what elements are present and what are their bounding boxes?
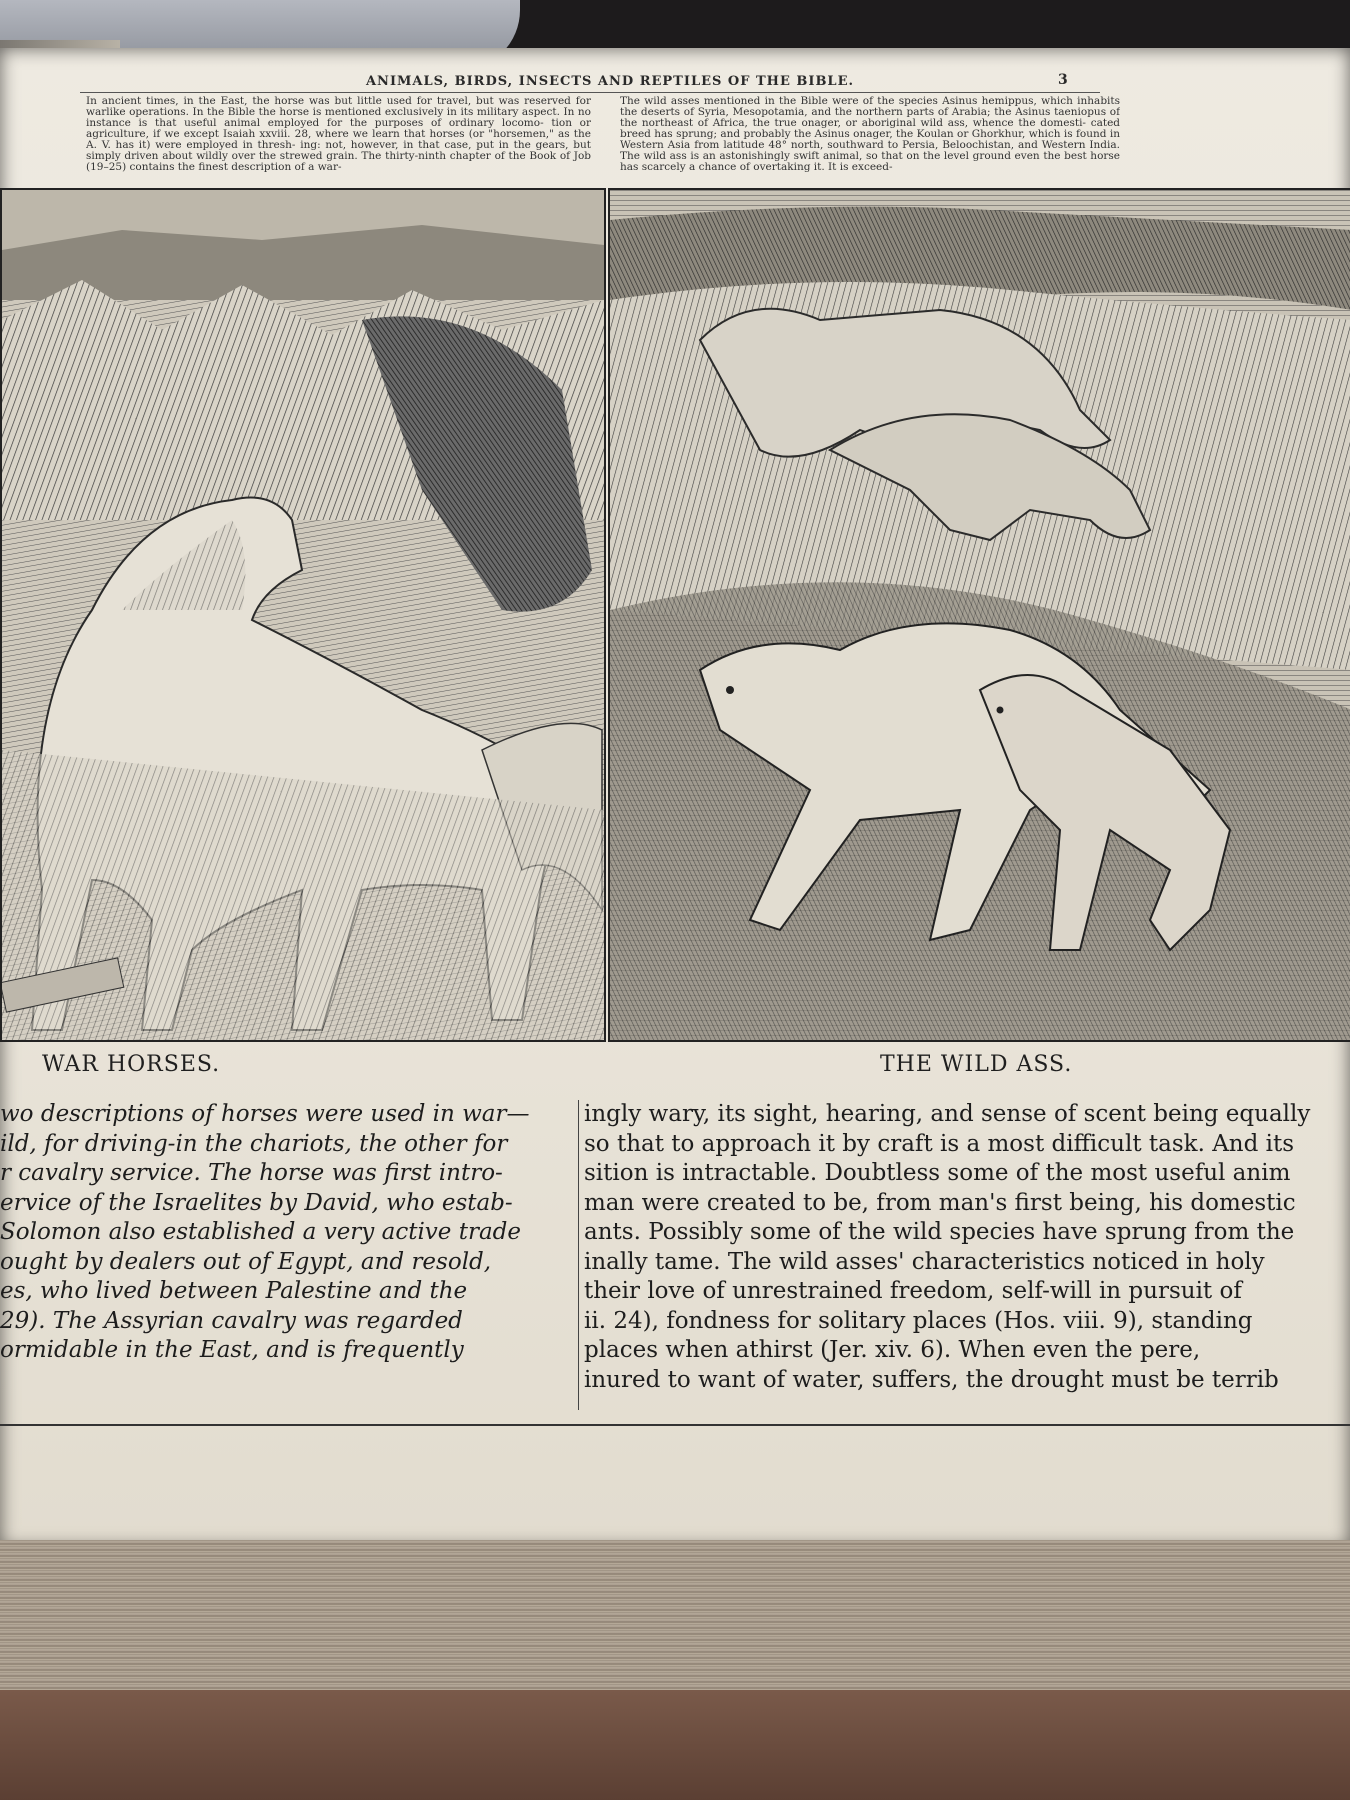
text-line: ervice of the Israelites by David, who estab- xyxy=(0,1189,513,1216)
text-line: 29). The Assyrian cavalry was regarded xyxy=(0,1307,463,1334)
war-horses-illustration xyxy=(0,188,606,1042)
text-line: ass is an astonishingly swift animal, so that on the level ground even xyxy=(669,150,1040,162)
text-line: ingly wary, its sight, hearing, and sense of scent being equally xyxy=(584,1101,1311,1127)
bottom-rule xyxy=(0,1424,1350,1426)
text-line: cated breed has sprung; and probably the Asinus onager, the Koulan xyxy=(620,117,1120,140)
text-line: In ancient times, in the East, the horse was but little used for xyxy=(86,96,432,107)
text-line: ants. Possibly some of the wild species have sprung from the xyxy=(584,1219,1295,1245)
text-line: tion or agriculture, if we except Isaiah xxviii. 28, where we learn that xyxy=(86,117,591,140)
text-line: northern parts of Arabia; the Asinus taeniopus of the northeast of xyxy=(620,106,1120,129)
caption-war-horses: WAR HORSES. xyxy=(42,1052,221,1077)
text-line: is that useful animal employed for the purposes of ordinary locomo- xyxy=(138,117,544,129)
text-line: wo descriptions of horses were used in war— xyxy=(0,1101,530,1127)
text-line: southward to Persia, Beloochistan, and Western India. The wild xyxy=(620,139,1120,162)
text-line: ild, for driving-in the chariots, the other for xyxy=(0,1130,508,1157)
wild-ass-engraving xyxy=(610,190,1350,1040)
text-line: es, who lived between Palestine and the xyxy=(0,1278,468,1304)
text-line: horses (or "horsemen," as the A. V. has it) were employed in thresh- xyxy=(86,128,591,151)
text-line: of the Book of Job (19–25) contains the finest description of a war- xyxy=(86,150,591,173)
text-line: r cavalry service. The horse was first intro- xyxy=(0,1160,503,1186)
text-line: man were created to be, from man's first being, his domestic xyxy=(584,1189,1296,1216)
text-line: ought by dealers out of Egypt, and resold, xyxy=(0,1248,492,1275)
page-edges xyxy=(0,1540,1350,1690)
wild-ass-illustration xyxy=(608,188,1350,1042)
text-line: ii. 24), fondness for solitary places (Hos. viii. 9), standing xyxy=(584,1307,1253,1334)
text-line: inally tame. The wild asses' characteristics noticed in holy xyxy=(584,1248,1265,1275)
text-line: so that to approach it by craft is a most difficult task. And its xyxy=(584,1130,1295,1157)
text-line: ing: not, however, in that case, put in the gears, but simply driven xyxy=(86,139,591,162)
caption-wild-ass: THE WILD ASS. xyxy=(880,1052,1073,1077)
text-line: The wild asses mentioned in the Bible were of the species Asinus xyxy=(620,96,978,107)
body-text-left xyxy=(0,1100,575,1366)
war-horses-engraving xyxy=(2,190,604,1040)
top-text-right xyxy=(620,96,1120,184)
text-line: travel, but was reserved for warlike operations. In the Bible the xyxy=(86,96,591,118)
text-line: the best horse has scarcely a chance of overtaking it. It is exceed- xyxy=(620,150,1120,173)
text-line: their love of unrestrained freedom, self-will in pursuit of xyxy=(584,1278,1242,1304)
text-line: ormidable in the East, and is frequently xyxy=(0,1337,464,1363)
text-line: inured to want of water, suffers, the drought must be terrib xyxy=(584,1366,1279,1393)
text-line: sition is intractable. Doubtless some of the most useful anim xyxy=(584,1160,1291,1186)
text-line: Solomon also established a very active trade xyxy=(0,1219,522,1245)
page-number: 3 xyxy=(1058,72,1068,88)
text-line: or Ghorkhur, which is found in Western Asia from latitude 48° north, xyxy=(620,128,1120,151)
text-line: horse is mentioned exclusively in its military aspect. In no instance xyxy=(86,106,591,129)
text-line: about wildly over the strewed grain. The thirty-ninth chapter xyxy=(162,150,491,162)
text-line: places when athirst (Jer. xiv. 6). When even the pere, xyxy=(584,1337,1201,1363)
book-cover xyxy=(0,1690,1350,1800)
column-rule xyxy=(578,1100,579,1410)
body-text-right xyxy=(584,1100,1350,1395)
text-line: hemippus, which inhabits the deserts of Syria, Mesopotamia, and the xyxy=(620,96,1120,118)
running-head: ANIMALS, BIRDS, INSECTS AND REPTILES OF THE BIBLE. xyxy=(365,74,855,89)
text-line: Africa, the true onager, or aboriginal wild ass, whence the domesti- xyxy=(712,117,1086,129)
head-rule xyxy=(80,92,1100,93)
top-text-left xyxy=(86,96,591,184)
